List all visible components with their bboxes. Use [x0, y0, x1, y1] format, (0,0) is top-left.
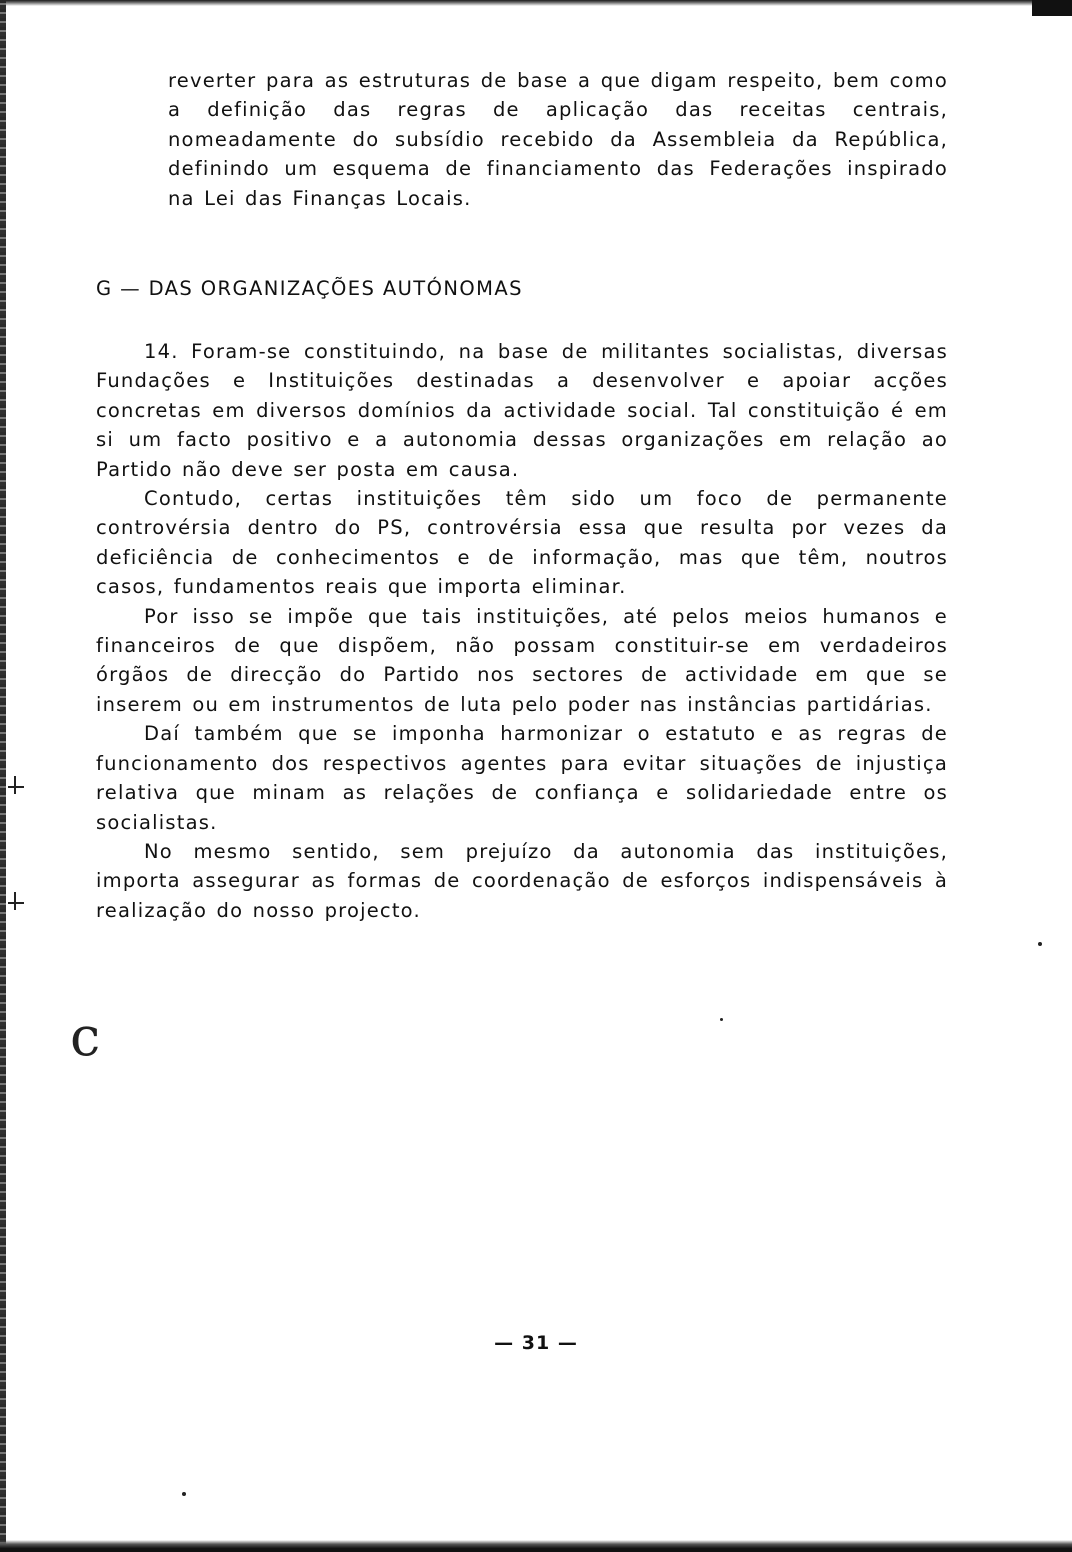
scan-speck: [720, 1018, 723, 1021]
binding-tick-mark: [8, 902, 24, 904]
scan-speck: [1038, 942, 1042, 946]
paragraph: Daí também que se imponha harmonizar o estatuto e as regras de funcionamento dos respectivos agentes para evitar situações de injustiça relativa que minam as relações de confiança e solidariedade entre os socialistas.: [96, 722, 948, 834]
page-number: — 31 —: [494, 1332, 578, 1354]
paragraph: Por isso se impõe que tais instituições, até pelos meios humanos e financeiros de que dispõem, não possam constituir-se em verdadeiros órgãos de direcção do Partido nos sectores de actividade em que se inserem ou em instrumentos de luta pelo poder nas instâncias partidárias.: [96, 604, 948, 716]
section-heading: G — DAS ORGANIZAÇÕES AUTÓNOMAS: [96, 277, 523, 300]
scan-edge-top: [0, 0, 1072, 6]
body-text: [96, 337, 948, 925]
scan-corner-mark: [1032, 0, 1072, 16]
paragraph: No mesmo sentido, sem prejuízo da autonomia das instituições, importa assegurar as formas de coordenação de esforços indispensáveis à realização do nosso projecto.: [96, 839, 948, 922]
scan-speck: [182, 1492, 186, 1496]
intro-paragraph-block: [168, 66, 948, 213]
binding-tick-mark: [8, 786, 24, 788]
paragraph: Contudo, certas instituições têm sido um foco de permanente controvérsia dentro do PS, controvérsia essa que resulta por vezes da deficiência de conhecimentos e de informação, mas que têm, noutros casos, fundamentos reais que importa eliminar.: [96, 487, 948, 599]
scan-edge-bottom: [0, 1540, 1072, 1552]
stray-mark: c: [70, 1005, 101, 1068]
intro-paragraph: reverter para as estruturas de base a que digam respeito, bem como a definição das regras de aplicação das receitas centrais, nomeadamente do subsídio recebido da Assembleia da República, definindo um esquema de financiamento das Federações inspirado na Lei das Finanças Locais.: [168, 69, 948, 210]
scan-edge-left: [0, 0, 6, 1552]
paragraph-14: 14. Foram-se constituindo, na base de militantes socialistas, diversas Fundações e Instituições destinadas a desenvolver e apoiar acções concretas em diversos domínios da actividade social. Tal constituição é em si um facto positivo e a autonomia dessas organizações em relação ao Partido não deve ser posta em causa.: [96, 340, 948, 481]
